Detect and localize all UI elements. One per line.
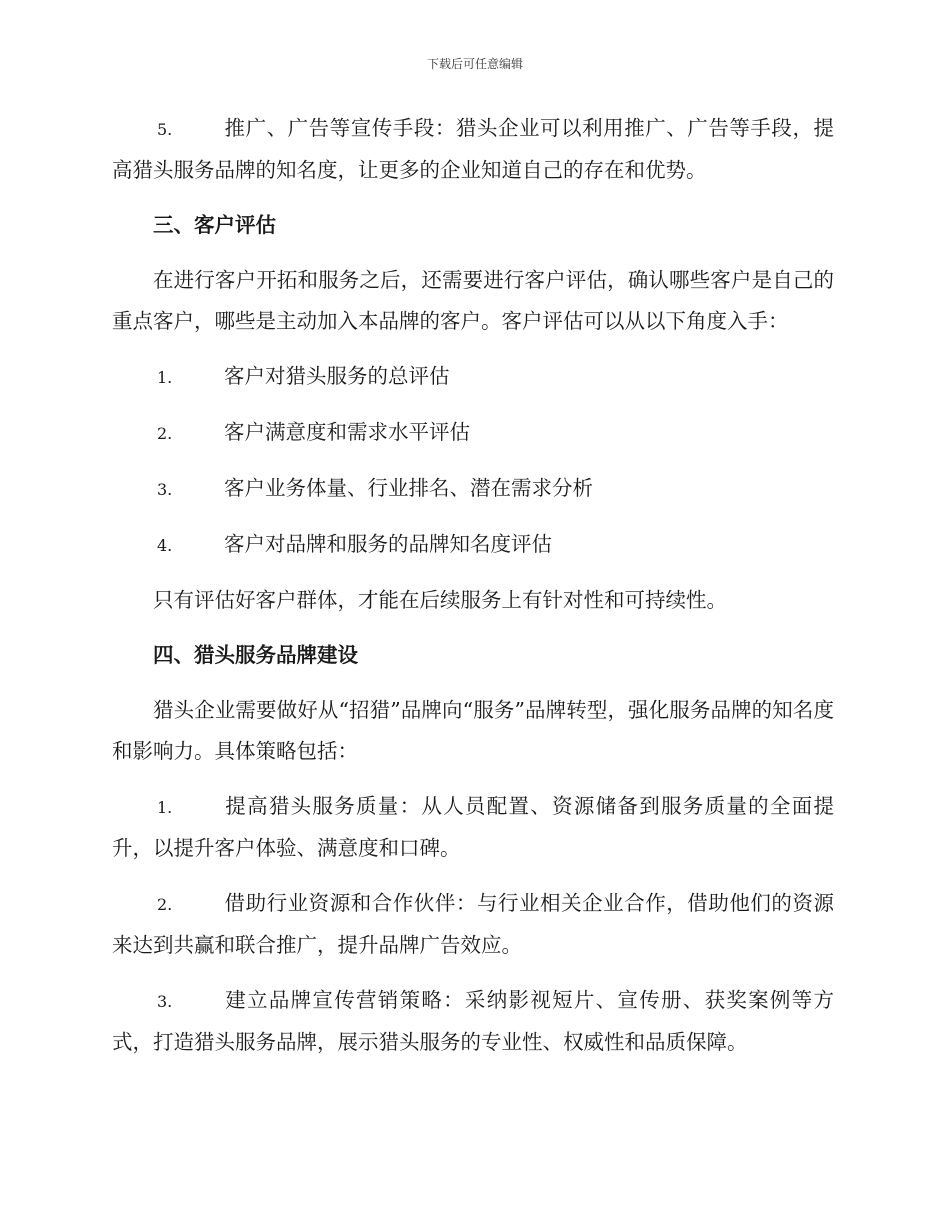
list-item (112, 980, 834, 1063)
list-item-number: 5. (157, 120, 173, 139)
list-item-text: 客户对品牌和服务的品牌知名度评估 (224, 532, 552, 556)
list-item (112, 356, 834, 398)
list-item (112, 468, 834, 510)
list-item-text: 客户满意度和需求水平评估 (224, 420, 470, 444)
paragraph: 猎头企业需要做好从“招猎”品牌向“服务”品牌转型，强化服务品牌的知名度和影响力。具体策略包括： (112, 698, 834, 763)
list-item-text: 客户对猎头服务的总评估 (224, 364, 450, 388)
page-header: 下载后可任意编辑 (426, 57, 523, 71)
section-heading: 三、客户评估 (153, 213, 276, 237)
list-item-text: 借助行业资源和合作伙伴：与行业相关企业合作，借助他们的资源来达到共赢和联合推广，提升品牌广告效应。 (112, 891, 834, 957)
list-item-number: 4. (157, 536, 173, 555)
list-item-number: 1. (157, 798, 173, 817)
list-item-text: 建立品牌宣传营销策略：采纳影视短片、宣传册、获奖案例等方式，打造猎头服务品牌，展示猎头服务的专业性、权威性和品质保障。 (112, 988, 834, 1054)
list-item-number: 3. (157, 992, 173, 1011)
list-item-number: 1. (157, 368, 173, 387)
list-item (112, 524, 834, 566)
document-body (112, 108, 834, 1077)
list-item-number: 2. (157, 424, 173, 443)
list-item (112, 883, 834, 966)
list-item (112, 412, 834, 454)
list-item-text: 客户业务体量、行业排名、潜在需求分析 (224, 476, 593, 500)
list-item (112, 108, 834, 191)
paragraph: 在进行客户开拓和服务之后，还需要进行客户评估，确认哪些客户是自己的重点客户，哪些是主动加入本品牌的客户。客户评估可以从以下角度入手： (112, 268, 834, 333)
list-item-number: 3. (157, 480, 173, 499)
paragraph: 只有评估好客户群体，才能在后续服务上有针对性和可持续性。 (153, 588, 727, 612)
list-item (112, 786, 834, 869)
list-item-text: 推广、广告等宣传手段：猎头企业可以利用推广、广告等手段，提高猎头服务品牌的知名度，让更多的企业知道自己的存在和优势。 (112, 116, 834, 182)
list-item-text: 提高猎头服务质量：从人员配置、资源储备到服务质量的全面提升，以提升客户体验、满意度和口碑。 (112, 794, 834, 860)
section-heading: 四、猎头服务品牌建设 (153, 643, 358, 667)
list-item-number: 2. (157, 895, 173, 914)
